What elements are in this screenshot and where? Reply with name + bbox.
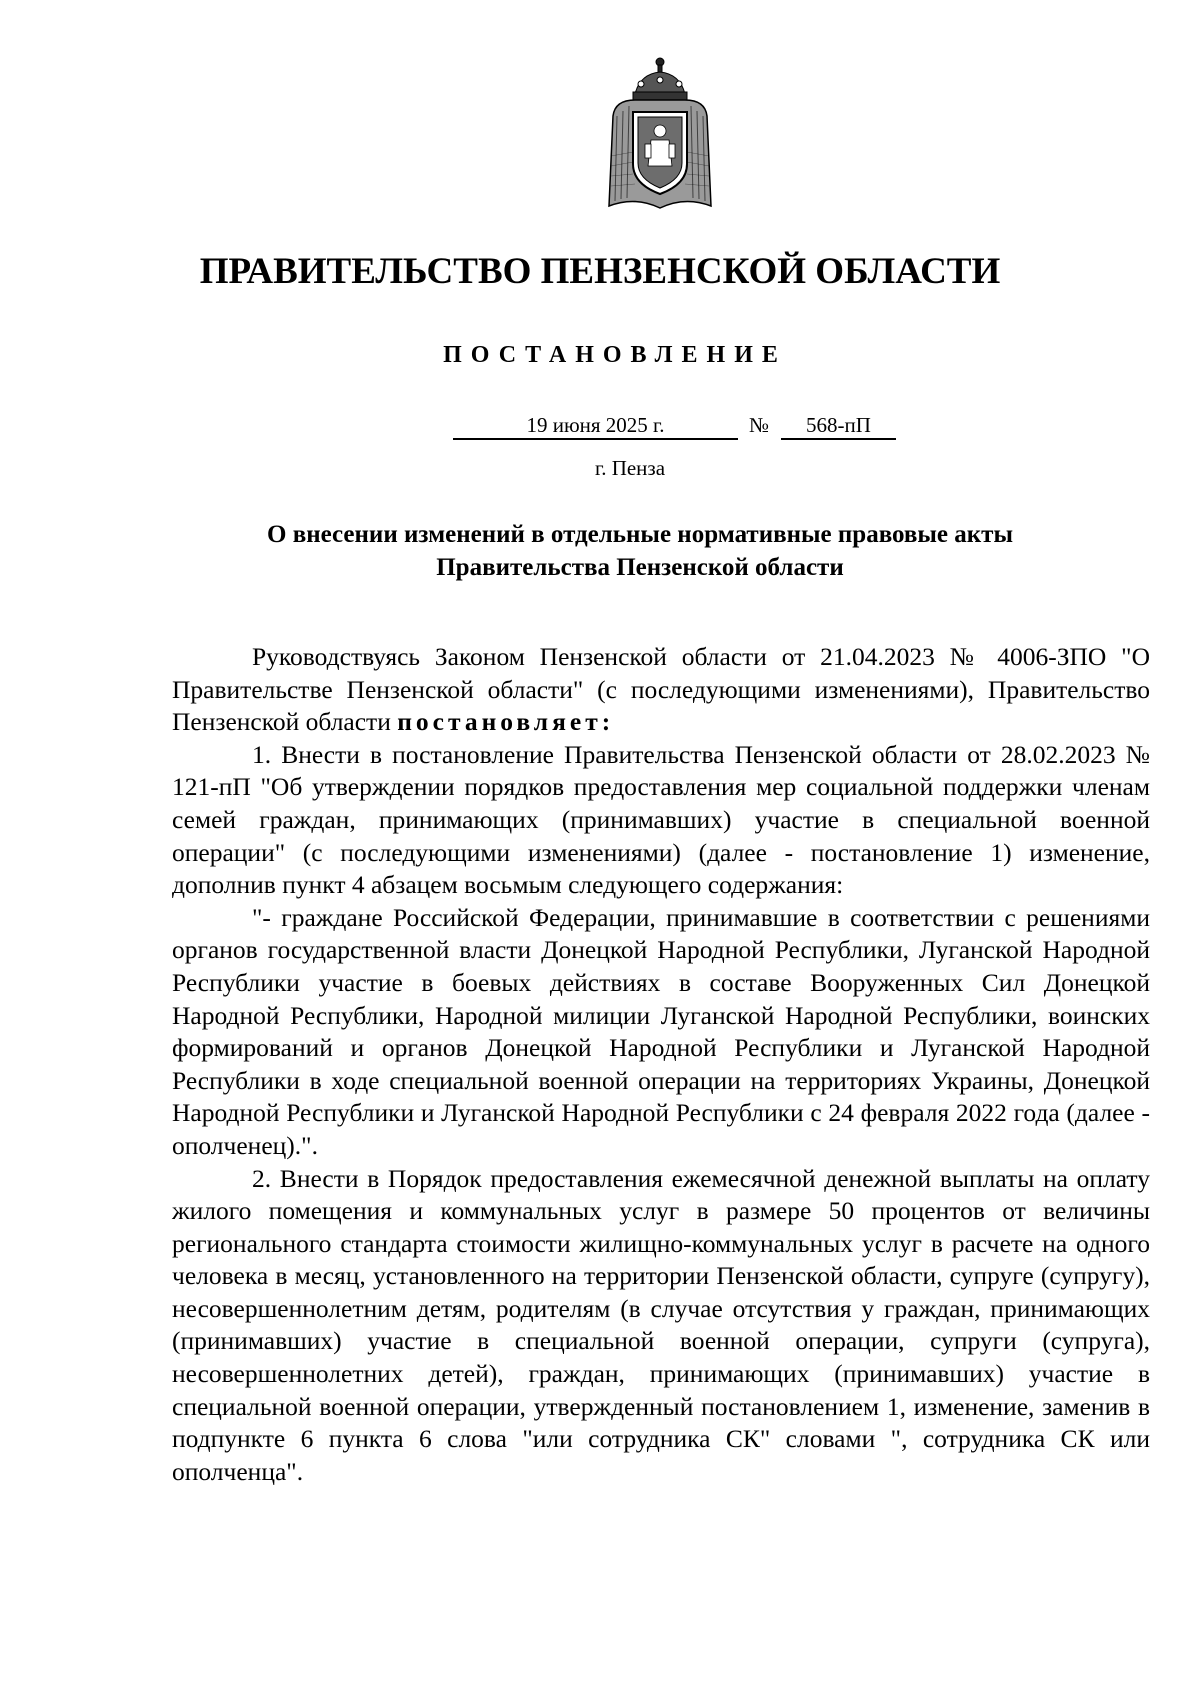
organization-title: ПРАВИТЕЛЬСТВО ПЕНЗЕНСКОЙ ОБЛАСТИ [199, 251, 1001, 292]
item-2-paragraph: 2. Внести в Порядок предоставления ежемесячной денежной выплаты на оплату жилого помещения и коммунальных услуг в размере 50 процентов от величины регионального стандарта стоимости жилищно-коммунальных услуг в расчете на одного человека в месяц, установленного на территории Пензенской области, супруге (супругу), несовершеннолетним детям, родителям (в случае отсутствия у граждан, принимающих (принимавших) участие в специальной военной операции, супруги (супруга), несовершеннолетних детей), граждан, принимающих (принимавших) участие в специальной военной операции, утвержденный постановлением 1, изменение, заменив в подпункте 6 пункта 6 слова "или сотрудника СК" словами ", сотрудника СК или ополченца". [172, 1163, 1150, 1486]
number-sign: № [749, 413, 770, 437]
document-type: ПОСТАНОВЛЕНИЕ [443, 342, 787, 368]
coat-of-arms-icon [605, 56, 715, 214]
resolves-word: постановляет: [397, 707, 615, 737]
item-1-paragraph: 1. Внести в постановление Правительства Пензенской области от 28.02.2023 № 121-пП "Об утверждении порядков предоставления мер социальной поддержки членам семей граждан, принимающих (принимавших) участие в специальной военной операции" (с последующими изменениями) (далее - постановление 1) изменение, дополнив пункт 4 абзацем восьмым следующего содержания: [172, 739, 1150, 900]
preamble-text: Руководствуясь Законом Пензенской области от 21.04.2023 № 4006-ЗПО "О Правительстве Пензенской области" (с последующими изменениями), Правительство Пензенской области [172, 642, 1150, 737]
item-1-quote-paragraph: "- граждане Российской Федерации, принимавшие в соответствии с решениями органов государственной власти Донецкой Народной Республики, Луганской Народной Республики участие в боевых действиях в составе Вооруженных Сил Донецкой Народной Республики, Народной милиции Луганской Народной Республики, воинских формирований и органов Донецкой Народной Республики и Луганской Народной Республики в ходе специальной военной операции на территориях Украины, Донецкой Народной Республики и Луганской Народной Республики с 24 февраля 2022 года (далее - ополченец).". [172, 902, 1150, 1160]
document-date: 19 июня 2025 г. [453, 412, 738, 440]
document-number: 568-пП [781, 412, 896, 440]
subject-line-2: Правительства Пензенской области [436, 554, 844, 581]
document-subject [170, 518, 1110, 584]
document-body [172, 641, 1150, 1488]
preamble-paragraph [172, 641, 1150, 739]
subject-line-1: О внесении изменений в отдельные нормативные правовые акты [267, 521, 1013, 548]
city: г. Пенза [594, 456, 666, 480]
